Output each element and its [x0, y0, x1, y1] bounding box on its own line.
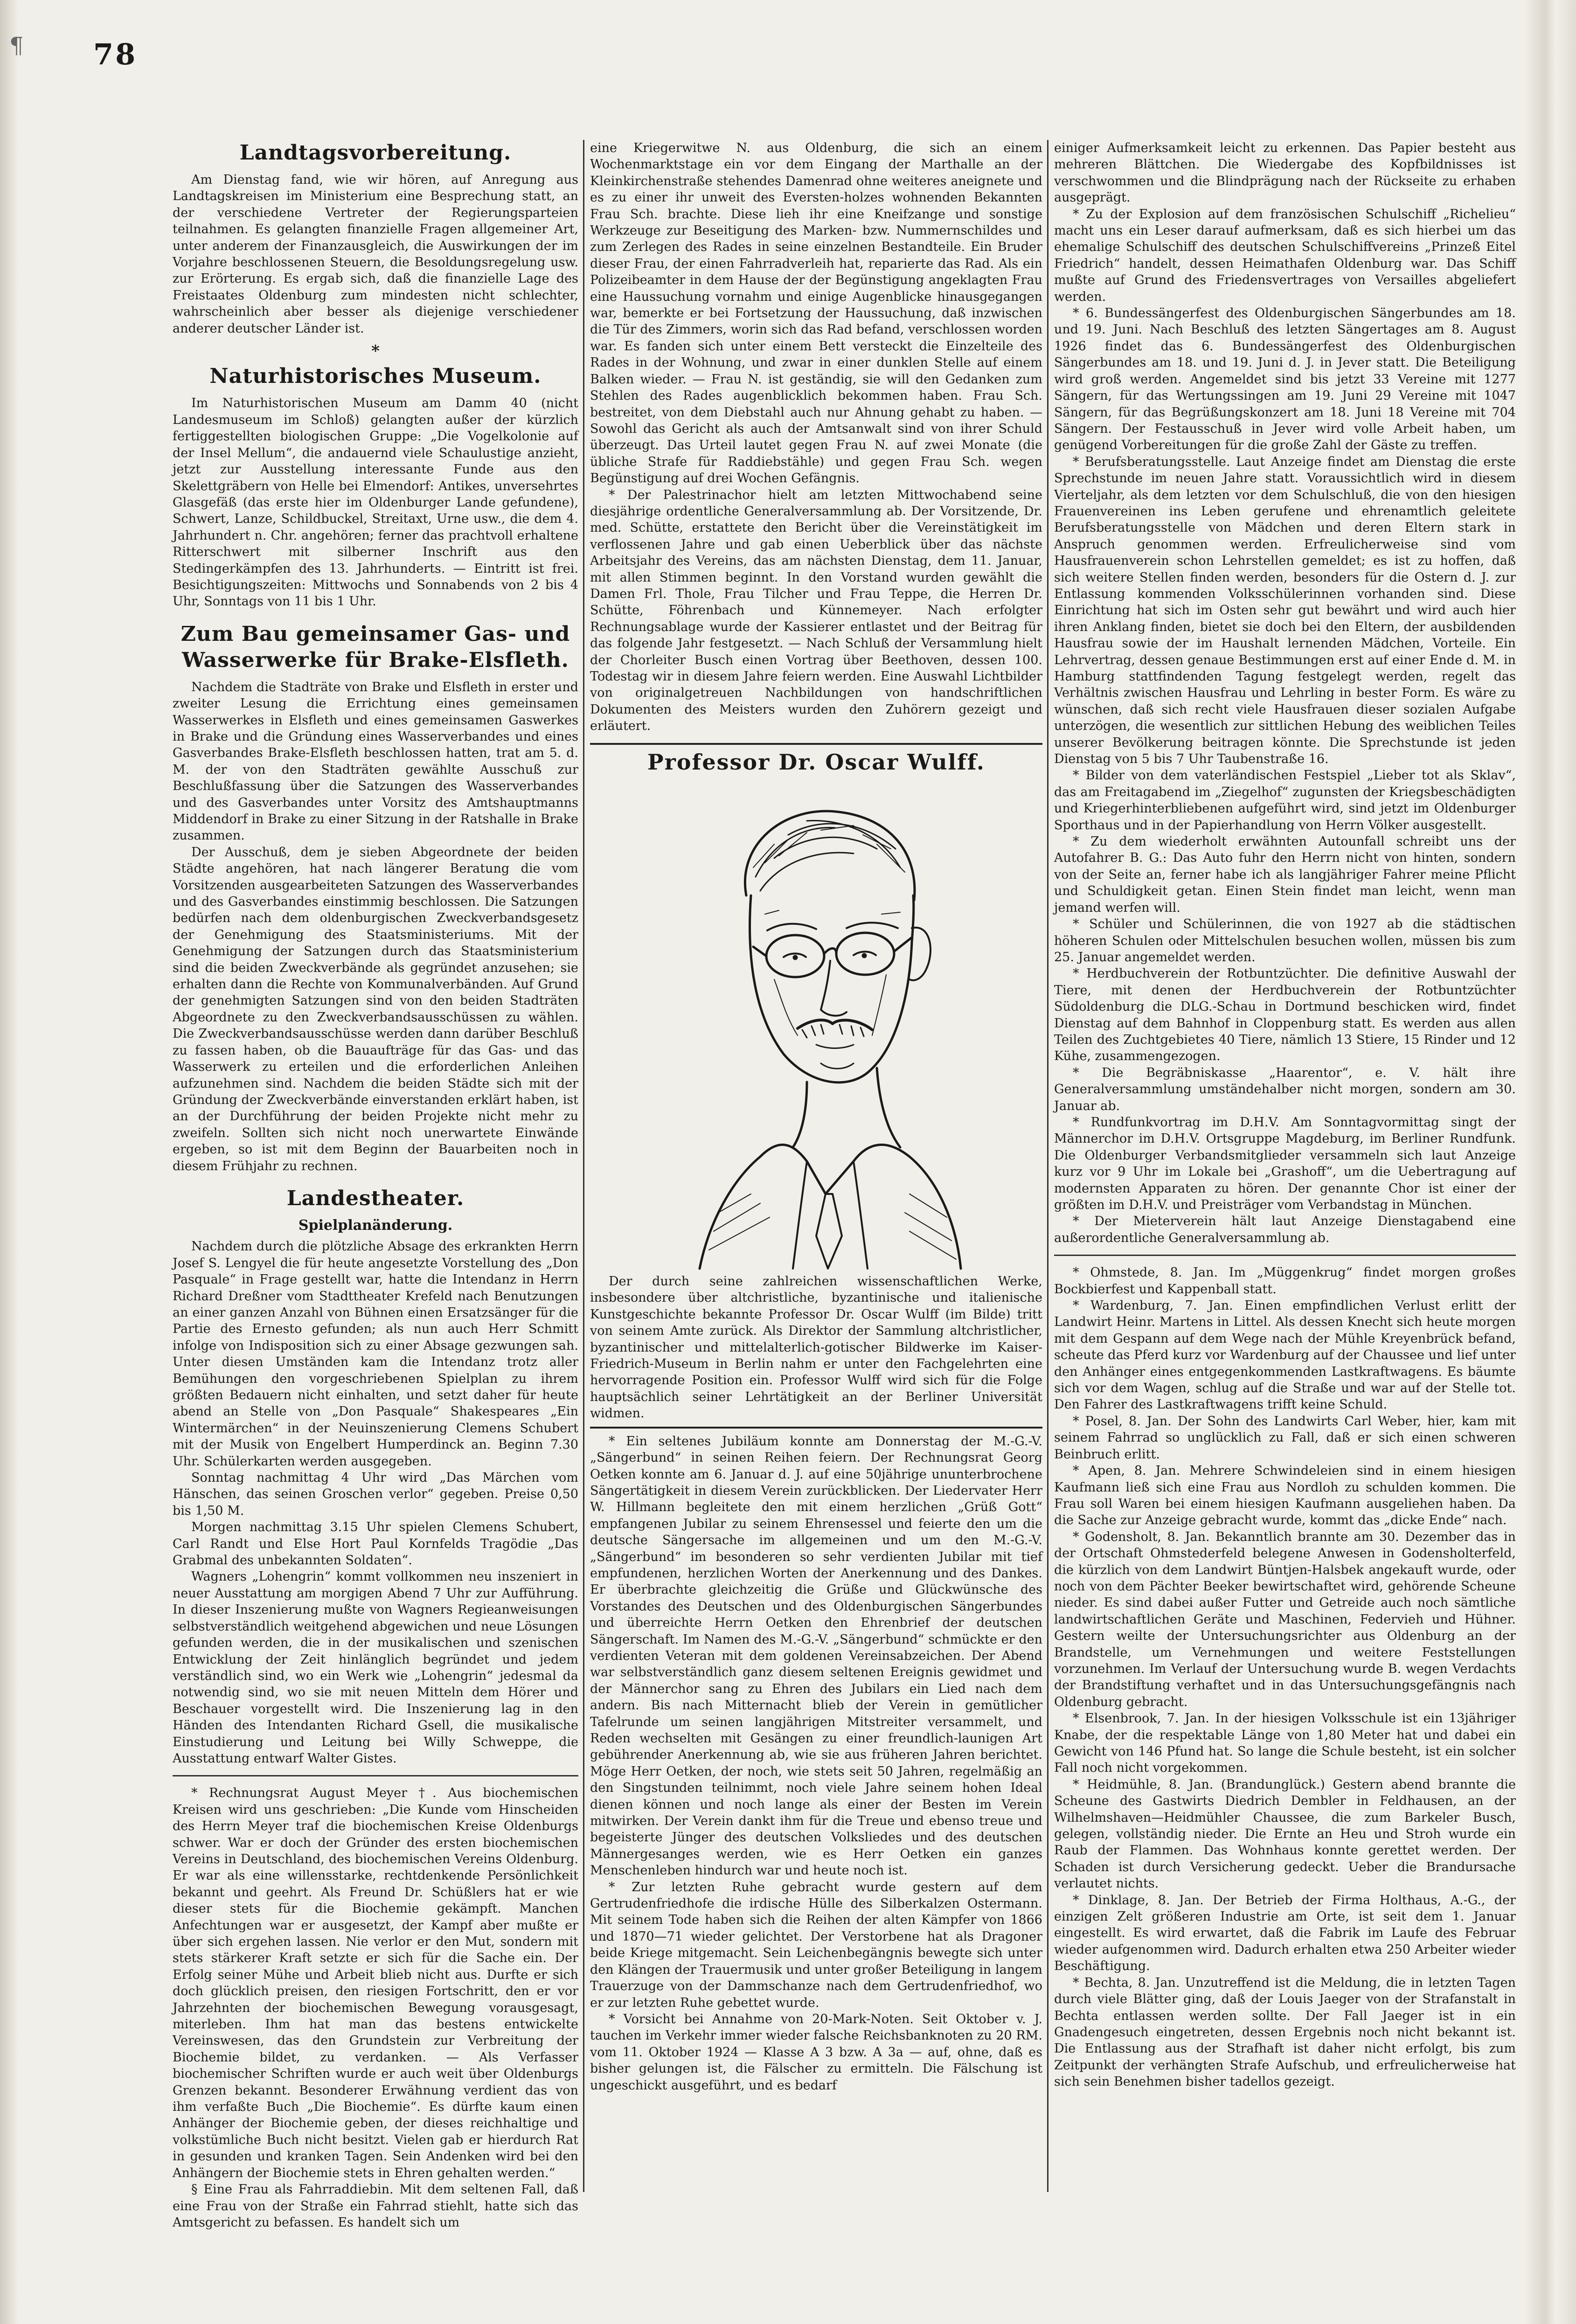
- column-2: [590, 140, 1042, 2094]
- caption-text: Der durch seine zahlreichen wissenschaftlichen Werke, insbesondere über altchristliche, byzantinische und italienische Kunstgeschichte bekannte Professor Dr. Oscar Wulff (im Bilde) tritt von seinem Amte zurück. Als Direktor der Sammlung altchristlicher, byzantinischer und mittelalterlich-gotischer Bildwerke im Kaiser-Friedrich-Museum in Berlin nahm er unter den Fachgelehrten eine hervorragende Position ein. Professor Wulff wird sich für die Folge hauptsächlich seiner Lehrtätigkeit an der Berliner Universität widmen.: [590, 1274, 1042, 1421]
- local-news-wardenburg: * Wardenburg, 7. Jan. Einen empfindlichen Verlust erlitt der Landwirt Heinr. Martens in Littel. Als dessen Knecht sich heute morgen mit dem Gespann auf dem Wege nach der Mühle Kreyenbrück befand, scheute das Pferd kurz vor Wardenburg auf der Chaussee und lief unter den Anhänger eines entgegenkommenden Lastkraftwagens. Es bäumte sich vor dem Wagen, schlug auf die Straße und war auf der Stelle tot. Den Fahrer des Lastkraftwagens trifft keine Schuld.: [1054, 1298, 1516, 1412]
- news-item-schueler: * Schüler und Schülerinnen, die von 1927 ab die städtischen höheren Schulen oder Mittelschulen besuchen wollen, müssen bis zum 25. Januar angemeldet werden.: [1054, 917, 1516, 964]
- news-item-autounfall: * Zu dem wiederholt erwähnten Autounfall schreibt uns der Autofahrer B. G.: Das Auto fuhr den Herrn nicht von hinten, sondern von der Seite an, ferner habe ich als langjähriger Fahrer meine Pflicht und Schuldigkeit getan. Einen Stein findet man leicht, wenn man jemand werfen will.: [1054, 834, 1516, 915]
- page-number: 78: [93, 37, 138, 71]
- local-news-heidmuehle: * Heidmühle, 8. Jan. (Brandunglück.) Gestern abend brannte die Scheune des Gastwirts Diedrich Dembler in Feldhausen, an der Wilhelmshaven—Heidmühler Chaussee, die zum Barkeler Busch, gelegen, vollständig nieder. Die Ernte an Heu und Stroh wurde ein Raub der Flammen. Das Wohnhaus konnte gerettet werden. Der Schaden ist durch Versicherung gedeckt. Ueber die Brandursache verlautet nichts.: [1054, 1777, 1516, 1891]
- news-item-rundfunk: * Rundfunkvortrag im D.H.V. Am Sonntagvormittag singt der Männerchor im D.H.V. Ortsgruppe Magdeburg, im Berliner Rundfunk. Die Oldenburger Verbandsmitglieder versammeln sich laut Anzeige kurz vor 9 Uhr im Lokale bei „Grashoff“, um die Uebertragung auf modernsten Apparaten zu hören. Der genannte Chor ist einer der größten im D.H.V. und Preisträger vom Verbandstag in München.: [1054, 1115, 1516, 1212]
- news-item-herdbuch: * Herdbuchverein der Rotbuntzüchter. Die definitive Auswahl der Tiere, mit denen der Herdbuchverein der Rotbuntzüchter Südoldenburg die DLG.-Schau in Dortmund beschicken wird, findet Dienstag auf dem Bahnhof in Cloppenburg statt. Es werden aus allen Teilen des Zuchtgebietes 40 Tiere, nämlich 13 Stiere, 15 Rinder und 12 Kühe, zusammengezogen.: [1054, 966, 1516, 1064]
- article-title-gas: Zum Bau gemeinsamer Gas- und Wasserwerke für Brake-Elsfleth.: [181, 622, 570, 672]
- article-paragraph: Sonntag nachmittag 4 Uhr wird „Das Märchen vom Hänschen, das seinen Groschen verlor“ gegeben. Preise 0,50 bis 1,50 M.: [173, 1471, 578, 1518]
- article-continuation: einiger Aufmerksamkeit leicht zu erkennen. Das Papier besteht aus mehreren Blättchen. Die Wiedergabe des Kopfbildnisses ist verschwommen und die Blindprägung nach der Rückseite zu erhaben ausgeprägt.: [1054, 141, 1516, 205]
- local-news-vechta: * Bechta, 8. Jan. Unzutreffend ist die Meldung, die in letzten Tagen durch viele Blätter ging, daß der Louis Jaeger von der Strafanstalt in Bechta entlassen werden sollte. Der Fall Jaeger ist in ein Gnadengesuch eingetreten, dessen Ergebnis noch nicht bekannt ist. Die Entlassung aus der Strafhaft ist daher nicht erfolgt, bis zum Zeitpunkt der verhängten Strafe Aufschub, und erfreulicherweise hat sich sein Benehmen bisher tadellos gezeigt.: [1054, 1975, 1516, 2089]
- article-paragraph: Der Ausschuß, dem je sieben Abgeordnete der beiden Städte angehören, hat nach längerer Beratung die vom Vorsitzenden ausgearbeiteten Satzungen des Wasserverbandes und des Gasverbandes einstimmig beschlossen. Die Satzungen bedürfen nach dem oldenburgischen Zweckverbandsgesetz der Genehmigung des Staatsministeriums. Mit der Genehmigung der Satzungen durch das Staatsministerium sind die beiden Zweckverbände als gegründet anzusehen; sie erhalten dann die Rechte von Kommunalverbänden. Auf Grund der genehmigten Satzungen sind von den beiden Stadträten Abgeordnete zu den Zweckverbandsausschüssen zu wählen. Die Zweckverbandsausschüsse werden dann darüber Beschluß zu fassen haben, ob die Bauaufträge für das Gas- und das Wasserwerk zu erteilen und die erforderlichen Anleihen aufzunehmen sind. Nachdem die beiden Städte sich mit der Gründung der Zweckverbände einverstanden erklärt haben, ist an der Durchführung der beiden Projekte nicht mehr zu zweifeln. Sollten sich nicht noch unerwartete Einwände ergeben, so ist mit dem Beginn der Bauarbeiten noch in diesem Frühjahr zu rechnen.: [173, 845, 578, 1173]
- scan-mark: ¶: [9, 33, 24, 59]
- article-paragraph: Am Dienstag fand, wie wir hören, auf Anregung aus Landtagskreisen im Ministerium eine Besprechung statt, an der verschiedene Vertreter der Regierungsparteien teilnahmen. Es gelangten finanzielle Fragen allgemeiner Art, unter anderem der Finanzausgleich, die Auswirkungen der im Vorjahre beschlossenen Steuern, die Besoldungsregelung usw. zur Erörterung. Es ergab sich, daß die finanzielle Lage des Freistaates Oldenburg zum mindesten nicht schlechter, wahrscheinlich aber besser als diejenige verschiedener anderer deutscher Länder ist.: [173, 173, 578, 336]
- news-item-fahrrad: § Eine Frau als Fahrraddiebin. Mit dem seltenen Fall, daß eine Frau von der Straße ein Fahrrad stiehlt, hatte sich das Amtsgericht zu befassen. Es handelt sich um: [173, 2182, 578, 2230]
- scan-left-edge: [0, 0, 19, 2324]
- news-item-palestrinachor: * Der Palestrinachor hielt am letzten Mittwochabend seine diesjährige ordentliche Generalversammlung ab. Der Vorsitzende, Dr. med. Schütte, erstattete den Bericht über die Vereinstätigkeit im verflossenen Jahre und gab einen Ueberblick über das nächste Arbeitsjahr des Vereins, das am nächsten Dienstag, dem 11. Januar, mit allen Stimmen beginnt. In den Vorstand wurden gewählt die Damen Frl. Thole, Frau Tilcher und Frau Teppe, die Herren Dr. Schütte, Föhrenbach und Künnemeyer. Nach erfolgter Rechnungsablage wurde der Kassierer entlastet und der Beitrag für das folgende Jahr festgesetzt. — Nach Schluß der Versammlung hielt der Chorleiter Busch einen Vortrag über Beethoven, dessen 100. Todestag wir in diesem Jahre feiern werden. Eine Auswahl Lichtbilder von originalgetreuen Nachbildungen von handschriftlichen Dokumenten des Meisters wurden den Zuhörern gezeigt und erläutert.: [590, 487, 1042, 734]
- article-title-theater: Landestheater.: [286, 1186, 465, 1210]
- news-item-begraebniskasse: * Die Begräbniskasse „Haarentor“, e. V. hält ihre Generalversammlung umständehalber nicht morgen, sondern am 30. Januar ab.: [1054, 1065, 1516, 1113]
- news-item-explosion: * Zu der Explosion auf dem französischen Schulschiff „Richelieu“ macht uns ein Leser darauf aufmerksam, daß es sich hierbei um das ehemalige Schulschiff des deutschen Schulschiffvereins „Prinzeß Eitel Friedrich“ handelt, dessen Heimathafen Oldenburg war. Das Schiff mußte auf Grund des Friedensvertrages von Versailles abgeliefert werden.: [1054, 207, 1516, 304]
- local-news-ohmstede: * Ohmstede, 8. Jan. Im „Müggenkrug“ findet morgen großes Bockbierfest und Kappenball statt.: [1054, 1265, 1516, 1297]
- article-paragraph: Morgen nachmittag 3.15 Uhr spielen Clemens Schubert, Carl Randt und Else Hort Paul Kornfelds Tragödie „Das Grabmal des unbekannten Soldaten“.: [173, 1520, 578, 1568]
- column-rule-1: [583, 140, 584, 2192]
- article-paragraph: Nachdem die Stadträte von Brake und Elsfleth in erster und zweiter Lesung die Errichtung eines gemeinsamen Wasserwerkes in Elsfleth und eines gemeinsamen Gaswerkes in Brake und die Gründung eines Wasserverbandes und eines Gasverbandes Brake-Elsfleth beschlossen hatten, trat am 5. d. M. der von den Stadträten gewählte Ausschuß zur Beschlußfassung über die Satzungen des Wasserverbandes und des Gasverbandes unter Vorsitz des Amtshauptmanns Middendorf in Brake zu einer Sitzung in der Ratshalle in Brake zusammen.: [173, 680, 578, 843]
- news-item-berufsberatung: * Berufsberatungsstelle. Laut Anzeige findet am Dienstag die erste Sprechstunde im neuen Jahre statt. Voraussichtlich wird in diesem Vierteljahr, als dem letzten vor dem Schulschluß, die von den hiesigen Frauenvereinen ins Leben gerufene und ehrenamtlich geleitete Berufsberatungsstelle von Mädchen und deren Eltern stark in Anspruch genommen werden. Erfreulicherweise sind vom Hausfrauenverein schon Lehrstellen gemeldet; es ist zu hoffen, daß sich weitere Stellen finden werden, besonders für die Ostern d. J. zur Entlassung kommenden Volksschülerinnen vorhanden sind. Diese Einrichtung hat sich im Osten sehr gut bewährt und wird auch hier ihren Anklang finden, bietet sie doch bei den Eltern, der ausbildenden Hausfrau sowie der im Haushalt lernenden Mädchen, Vorteile. Ein Lehrvertrag, dessen genaue Bestimmungen erst auf einer Ende d. M. in Hamburg stattfindenden Tagung festgelegt werden, regelt das Verhältnis zwischen Hausfrau und Lehrling in bester Form. Es wäre zu wünschen, daß sich recht viele Hausfrauen dieser sozialen Aufgabe unterzögen, die wesentlich zur sittlichen Hebung des weiblichen Teiles unserer Bevölkerung beitragen könnte. Die Sprechstunde ist jeden Dienstag von 5 bis 7 Uhr Taubenstraße 16.: [1054, 454, 1516, 767]
- news-item-saengerfest: * 6. Bundessängerfest des Oldenburgischen Sängerbundes am 18. und 19. Juni. Nach Beschluß des letzten Sängertages am 8. August 1926 findet das 6. Bundessängerfest des Oldenburgischen Sängerbundes am 18. und 19. Juni d. J. in Jever statt. Die Beteiligung wird groß werden. Angemeldet sind bis jetzt 33 Vereine mit 1277 Sängern, für das Wertungssingen am 19. Juni 29 Vereine mit 1047 Sängern, für das Begrüßungskonzert am 18. Juni 18 Vereine mit 704 Sängern. Der Festausschuß in Jever wird volle Arbeit haben, um genügend Vorbereitungen für die große Zahl der Gäste zu treffen.: [1054, 306, 1516, 453]
- news-item-vorsicht: * Vorsicht bei Annahme von 20-Mark-Noten. Seit Oktober v. J. tauchen im Verkehr immer wieder falsche Reichsbanknoten zu 20 RM. vom 11. Oktober 1924 — Klasse A 3 bzw. A 3a — auf, ohne, daß es bisher gelungen ist, die Fälscher zu ermitteln. Die Fälschung ist ungeschickt ausgeführt, und es bedarf: [590, 2012, 1042, 2093]
- divider: [173, 1775, 578, 1776]
- column-1: [173, 140, 578, 2231]
- local-news-posel: * Posel, 8. Jan. Der Sohn des Landwirts Carl Weber, hier, kam mit seinem Fahrrad so unglücklich zu Fall, daß er sich einen schweren Beinbruch erlitt.: [1054, 1414, 1516, 1462]
- article-continuation: eine Kriegerwitwe N. aus Oldenburg, die sich an einem Wochenmarktstage ein vor dem Eingang der Marthalle an der Kleinkirchenstraße stehendes Damenrad ohne weiteres aneignete und es zu einer ihr unweit des Eversten-holzes wohnenden Bekannten Frau Sch. brachte. Diese lieh ihr eine Kneifzange und sonstige Werkzeuge zur Beseitigung des Marken- bzw. Nummernschildes und zum Zerlegen des Rades in seine einzelnen Bestandteile. Ein Bruder dieser Frau, der einen Fahrradverleih hat, reparierte das Rad. Als ein Polizeibeamter in dem Hause der der Begünstigung angeklagten Frau eine Haussuchung vornahm und einige Augenblicke hinausgegangen war, bemerkte er bei Fortsetzung der Haussuchung, daß inzwischen die Tür des Zimmers, worin sich das Rad befand, verschlossen worden war. Es fanden sich unter einem Bett versteckt die Einzelteile des Rades in der Wohnung, und zwar in einer dunklen Stelle auf einem Balken wieder. — Frau N. ist geständig, sie will den Gedanken zum Stehlen des Rades augenblicklich bekommen haben. Frau Sch. bestreitet, von dem Diebstahl auch nur Ahnung gehabt zu haben. — Sowohl das Gericht als auch der Amtsanwalt sind von ihrer Schuld überzeugt. Das Urteil lautet gegen Frau N. auf zwei Monate (die übliche Strafe für Raddiebstähle) und gegen Frau Sch. wegen Begünstigung auf drei Wochen Gefängnis.: [590, 141, 1042, 486]
- article-paragraph: Im Naturhistorischen Museum am Damm 40 (nicht Landesmuseum im Schloß) gelangten außer der kürzlich fertiggestellten biologischen Gruppe: „Die Vogelkolonie auf der Insel Mellum“, die andauernd viele Schaulustige anzieht, jetzt zur Ausstellung interessante Funde aus den Skelettgräbern von Helle bei Elmendorf: Antikes, unversehrtes Glasgefäß (das erste hier im Oldenburger Lande gefundene), Schwert, Lanze, Schildbuckel, Streitaxt, Urne usw., die dem 4. Jahrhundert n. Chr. angehören; ferner das prachtvoll erhaltene Ritterschwert mit silberner Inschrift aus den Stedingerkämpfen des 13. Jahrhunderts. — Eintritt ist frei. Besichtigungszeiten: Mittwochs und Sonnabends von 2 bis 4 Uhr, Sonntags von 11 bis 1 Uhr.: [173, 396, 578, 609]
- column-3: [1054, 140, 1516, 2090]
- portrait-feature: [590, 743, 1042, 1429]
- news-item-festspiel: * Bilder von dem vaterländischen Festspiel „Lieber tot als Sklav“, das am Freitagabend im „Ziegelhof“ zugunsten der Kriegsbeschädigten und Kriegerhinterbliebenen aufgeführt wird, sind jetzt im Oldenburger Sporthaus und in der Papierhandlung von Herrn Völker ausgestellt.: [1054, 768, 1516, 832]
- news-item-ruhe: * Zur letzten Ruhe gebracht wurde gestern auf dem Gertrudenfriedhofe die irdische Hülle des Silberkalzen Ostermann. Mit seinem Tode haben sich die Reihen der alten Kämpfer von 1866 und 1870—71 wieder gelichtet. Der Verstorbene hat als Dragoner beide Kriege mitgemacht. Sein Leichenbegängnis bewegte sich unter den Klängen der Trauermusik und unter großer Beteiligung in langem Trauerzuge von der Dammschanze nach dem Gertrudenfriedhof, wo er zur letzten Ruhe gebettet wurde.: [590, 1880, 1042, 2010]
- portrait-title: Professor Dr. Oscar Wulff.: [647, 749, 985, 775]
- local-news-elsenbrook: * Elsenbrook, 7. Jan. In der hiesigen Volksschule ist ein 13jähriger Knabe, der die respektable Länge von 1,80 Meter hat und dabei ein Gewicht von 146 Pfund hat. So lange die Schule besteht, ist ein solcher Fall noch nicht vorgekommen.: [1054, 1711, 1516, 1776]
- news-item-meyer: * Rechnungsrat August Meyer †. Aus biochemischen Kreisen wird uns geschrieben: „Die Kunde vom Hinscheiden des Herrn Meyer traf die biochemischen Kreise Oldenburgs schwer. War er doch der Gründer des ersten biochemischen Vereins in Deutschland, des biochemischen Vereins Oldenburg. Er war als eine willensstarke, rechtdenkende Persönlichkeit bekannt und geehrt. Als Freund Dr. Schüßlers hat er wie dieser stets für die Biochemie gekämpft. Manchen Anfechtungen war er ausgesetzt, der Kampf aber mußte er über sich ergehen lassen. Nie verlor er den Mut, sondern mit stets stärkerer Kraft setzte er sich für die Sache ein. Der Erfolg seiner Mühe und Arbeit blieb nicht aus. Durfte er sich doch glücklich preisen, den riesigen Fortschritt, den er vor Jahrzehnten der biochemischen Bewegung vorausgesagt, miterleben. Ihm hat man das bestens entwickelte Vereinswesen, das den Grundstein zur Verbreitung der Biochemie bildet, zu verdanken. — Als Verfasser biochemischer Schriften wurde er auch weit über Oldenburgs Grenzen bekannt. Besonderer Erwähnung verdient das von ihm verfaßte Buch „Die Biochemie“. Es dürfte kaum einen Anhänger der Biochemie geben, der dieses reichhaltige und volkstümliche Buch nicht besitzt. Vielen gab er hierdurch Rat in gesunden und kranken Tagen. Sein Andenken wird bei den Anhängern der Biochemie stets in Ehren gehalten werden.“: [173, 1786, 578, 2180]
- news-item-jubilaeum: * Ein seltenes Jubiläum konnte am Donnerstag der M.-G.-V. „Sängerbund“ in seinen Reihen feiern. Der Rechnungsrat Georg Oetken konnte am 6. Januar d. J. auf eine 50jährige ununterbrochene Sängertätigkeit in diesem Verein zurückblicken. Der Liedervater Herr W. Hillmann begleitete den mit einem herzlichen „Grüß Gott“ empfangenen Jubilar zu seinem Ehrensessel und feierte den um die deutsche Sängersache im allgemeinen und um den M.-G.-V. „Sängerbund“ im besonderen so sehr verdienten Jubilar mit tief empfundenen, herzlichen Worten der Anerkennung und des Dankes. Er überbrachte gleichzeitig die Grüße und Glückwünsche des Vorstandes des Deutschen und des Oldenburgischen Sängerbundes und überreichte Herrn Oetken den Ehrenbrief der deutschen Sängerschaft. Im Namen des M.-G.-V. „Sängerbund“ schmückte er den verdienten Veteran mit dem goldenen Vereinsabzeichen. Der Abend war selbstverständlich ganz diesem seltenen Ereignis gewidmet und der Männerchor sang zu Ehren des Jubilars ein Lied nach dem andern. Bis nach Mitternacht blieb der Verein in gemütlicher Tafelrunde um seinen langjährigen Mitstreiter versammelt, und Reden wechselten mit Gesängen zu einer freundlich-launigen Art gebührender Anerkennung ab, wie sie aus früheren Jahren berichtet. Möge Herr Oetken, der noch, wie stets seit 50 Jahren, regelmäßig an den Singstunden teilnimmt, noch viele Jahre seinem hohen Ideal dienen können und noch lange als einer der Besten im Verein mitwirken. Der Verein dankt ihm für die Treue und ebenso treue und begeisterte Jünger des deutschen Volksliedes und des deutschen Männergesanges werden, wie es Herr Oetken ein ganzes Menschenleben hindurch war und heute noch ist.: [590, 1434, 1042, 1878]
- article-subtitle-theater: Spielplanänderung.: [298, 1217, 453, 1234]
- article-paragraph: Nachdem durch die plötzliche Absage des erkrankten Herrn Josef S. Lengyel die für heute angesetzte Vorstellung des „Don Pasquale“ in Frage gestellt war, hatte die Intendanz in Herrn Richard Dreßner vom Stadttheater Krefeld nach Benutzungen an einer ganzen Anzahl von Bühnen einen Ersatzsänger für die Partie des Ernesto gefunden; als nun auch Herr Schmitt infolge von Indisposition sich zu einer Absage gezwungen sah. Unter diesen Umständen kam die Intendanz trotz aller Bemühungen den vorgeschriebenen Spielplan zu ihrem größten Bedauern nicht einhalten, und setzt daher für heute abend an Stelle von „Don Pasquale“ Shakespeares „Ein Wintermärchen“ in der Neuinszenierung Clemens Schubert mit der Musik von Engelbert Humperdinck an. Beginn 7.30 Uhr. Schülerkarten werden ausgegeben.: [173, 1239, 578, 1469]
- article-paragraph: Wagners „Lohengrin“ kommt vollkommen neu inszeniert in neuer Ausstattung am morgigen Abend 7 Uhr zur Aufführung. In dieser Inszenierung mußte von Wagners Regieanweisungen selbstverständlich weitgehend abgewichen und neue Lösungen gefunden werden, die in der musikalischen und szenischen Entwicklung der Zeit hinlänglich begründet und jedem verständlich sind, wo ein Werk wie „Lohengrin“ jedesmal da notwendig sind, wo sie mit neuen Mitteln dem Hörer und Beschauer vorgestellt wird. Die Inszenierung lag in den Händen des Intendanten Richard Gsell, die musikalische Einstudierung und Leitung bei Willy Schweppe, die Ausstattung entwarf Walter Gistes.: [173, 1569, 578, 1766]
- local-news-dinklage: * Dinklage, 8. Jan. Der Betrieb der Firma Holthaus, A.-G., der einzigen Zelt größeren Industrie am Orte, ist seit dem 1. Januar eingestellt. Es wird erwartet, daß die Fabrik im Laufe des Februar wieder aufgenommen wird. Dadurch erhalten etwa 250 Arbeiter wieder Beschäftigung.: [1054, 1893, 1516, 1974]
- divider: [1054, 1255, 1516, 1256]
- separator-star: *: [371, 342, 380, 361]
- article-title-museum: Naturhistorisches Museum.: [209, 364, 542, 388]
- article-title-landtag: Landtagsvorbereitung.: [239, 141, 512, 165]
- portrait-caption: [590, 1273, 1042, 1422]
- local-news-godensholt: * Godensholt, 8. Jan. Bekanntlich brannte am 30. Dezember das in der Ortschaft Ohmstederfeld belegene Anwesen in Godensholterfeld, die kürzlich von dem Landwirt Büntjen-Halsbek angekauft wurde, oder noch von dem Pächter Beeker bewirtschaftet wird, gehörende Scheune nieder. Es sind dabei außer Futter und Getreide auch noch sämtliche landwirtschaftlichen Geräte und Maschinen, Federvieh und Hühner. Gestern weilte der Untersuchungsrichter aus Oldenburg an der Brandstelle, um Vernehmungen und weitere Feststellungen vorzunehmen. Im Verlauf der Untersuchung wurde B. wegen Verdachts der Brandstiftung verhaftet und in das Untersuchungsgefängnis nach Oldenburg gebracht.: [1054, 1529, 1516, 1709]
- portrait-drawing: [667, 774, 965, 1273]
- scan-right-edge: [1525, 0, 1576, 2324]
- local-news-apen: * Apen, 8. Jan. Mehrere Schwindeleien sind in einem hiesigen Kaufmann ließ sich eine Frau aus Nordloh zu schulden kommen. Die Frau soll Waren bei einem hiesigen Kaufmann ausgeliehen haben. Da die Sache zur Anzeige gebracht wurde, kommt das „dicke Ende“ nach.: [1054, 1464, 1516, 1528]
- column-rule-2: [1047, 140, 1048, 2192]
- news-item-mieterverein: * Der Mieterverein hält laut Anzeige Dienstagabend eine außerordentliche Generalversammlung ab.: [1054, 1214, 1516, 1245]
